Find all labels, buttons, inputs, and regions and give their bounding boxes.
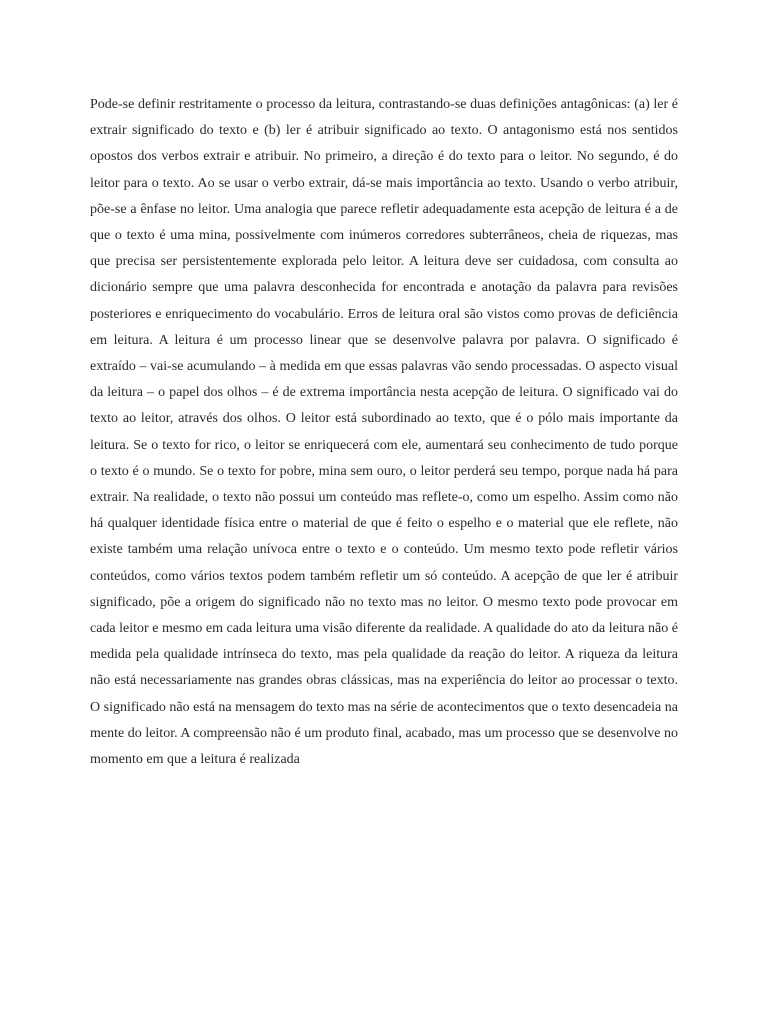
body-paragraph: Pode-se definir restritamente o processo da leitura, contrastando-se duas definições antagônicas: (a) ler é extrair significado do texto e (b) ler é atribuir significado ao texto. O antagonismo está nos sentidos opostos dos verbos extrair e atribuir. No primeiro, a direção é do texto para o leitor. No segundo, é do leitor para o texto. Ao se usar o verbo extrair, dá-se mais importância ao texto. Usando o verbo atribuir, põe-se a ênfase no leitor. Uma analogia que parece refletir adequadamente esta acepção de leitura é a de que o texto é uma mina, possivelmente com inúmeros corredores subterrâneos, cheia de riquezas, mas que precisa ser persistentemente explorada pelo leitor. A leitura deve ser cuidadosa, com consulta ao dicionário sempre que uma palavra desconhecida for encontrada e anotação da palavra para revisões posteriores e enriquecimento do vocabulário. Erros de leitura oral são vistos como provas de deficiência em leitura. A leitura é um processo linear que se desenvolve palavra por palavra. O significado é extraído – vai-se acumulando – à medida em que essas palavras vão sendo processadas. O aspecto visual da leitura – o papel dos olhos – é de extrema importância nesta acepção de leitura. O significado vai do texto ao leitor, através dos olhos. O leitor está subordinado ao texto, que é o pólo mais importante da leitura. Se o texto for rico, o leitor se enriquecerá com ele, aumentará seu conhecimento de tudo porque o texto é o mundo. Se o texto for pobre, mina sem ouro, o leitor perderá seu tempo, porque nada há para extrair. Na realidade, o texto não possui um conteúdo mas reflete-o, como um espelho. Assim como não há qualquer identidade física entre o material de que é feito o espelho e o material que ele reflete, não existe também uma relação unívoca entre o texto e o conteúdo. Um mesmo texto pode refletir vários conteúdos, como vários textos podem também refletir um só conteúdo. A acepção de que ler é atribuir significado, põe a origem do significado não no texto mas no leitor. O mesmo texto pode provocar em cada leitor e mesmo em cada leitura uma visão diferente da realidade. A qualidade do ato da leitura não é medida pela qualidade intrínseca do texto, mas pela qualidade da reação do leitor. A riqueza da leitura não está necessariamente nas grandes obras clássicas, mas na experiência do leitor ao processar o texto. O significado não está na mensagem do texto mas na série de acontecimentos que o texto desencadeia na mente do leitor. A compreensão não é um produto final, acabado, mas um processo que se desenvolve no momento em que a leitura é realizada (90, 97, 678, 768)
